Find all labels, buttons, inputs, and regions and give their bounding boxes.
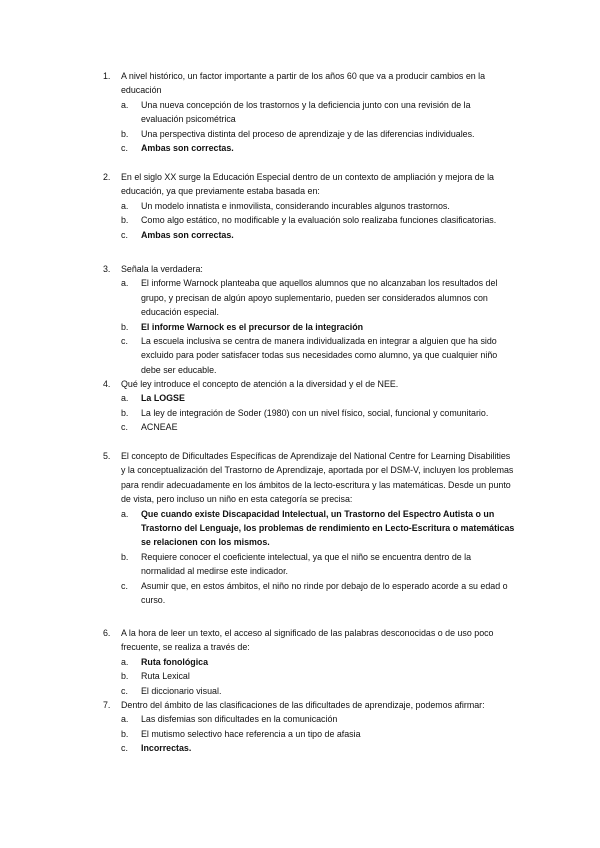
option-text: Como algo estático, no modificable y la evaluación solo realizaba funciones clasificatorias. bbox=[141, 215, 497, 226]
option-b bbox=[121, 406, 515, 420]
option-text: La escuela inclusiva se centra de manera individualizada en integrar a alguien que ha sido excluido para poder satisfacer todas sus necesidades como alumno, ya que cualquier niño debe ser educable. bbox=[141, 336, 498, 375]
option-a bbox=[121, 712, 515, 726]
option-text: El informe Warnock es el precursor de la integración bbox=[141, 321, 364, 332]
option-a bbox=[121, 98, 515, 127]
option-a-correct bbox=[121, 391, 515, 405]
option-text: El mutismo selectivo hace referencia a un tipo de afasia bbox=[141, 728, 361, 739]
question-text: El concepto de Dificultades Específicas de Aprendizaje del National Centre for Learning Disabilities y la conceptualización del Trastorno de Aprendizaje, aportada por el DSM-V, incluyen los problemas para rendir adecuadamente en los ámbitos de la lecto-escritura y las matemáticas. Desde un punto de vista, pero incluso un niño en esta categoría se precisa: bbox=[121, 451, 514, 505]
option-b-correct bbox=[121, 320, 515, 334]
option-b bbox=[121, 213, 515, 227]
option-text: El informe Warnock planteaba que aquellos alumnos que no alcanzaban los resultados del grupo, y precisan de algún apoyo suplementario, pueden ser considerados alumnos con educación especial. bbox=[141, 278, 498, 318]
option-text: Las disfemias son dificultades en la comunicación bbox=[141, 714, 338, 725]
question-4 bbox=[103, 377, 515, 435]
option-c-correct bbox=[121, 228, 515, 242]
option-b bbox=[121, 727, 515, 741]
option-letter: b. bbox=[121, 215, 129, 226]
option-letter: b. bbox=[121, 407, 129, 418]
question-1 bbox=[103, 69, 515, 155]
option-c bbox=[121, 579, 515, 608]
option-letter: a. bbox=[121, 714, 129, 725]
question-number: 1. bbox=[103, 71, 111, 81]
option-text: Ambas son correctas. bbox=[141, 229, 234, 240]
question-number: 6. bbox=[103, 628, 111, 638]
option-a bbox=[121, 199, 515, 213]
option-text: ACNEAE bbox=[141, 422, 178, 433]
option-b bbox=[121, 127, 515, 141]
option-text: Que cuando existe Discapacidad Intelectual, un Trastorno del Espectro Autista o un Trastorno del Lenguaje, los problemas de rendimiento en Lecto-Escritura o matemáticas se relacionen con los mismos. bbox=[141, 508, 515, 548]
question-text: A nivel histórico, un factor importante a partir de los años 60 que va a producir cambios en la educación bbox=[121, 71, 486, 96]
option-text: Un modelo innatista e inmovilista, considerando incurables algunos trastornos. bbox=[141, 200, 450, 211]
option-b bbox=[121, 550, 515, 579]
option-text: Una nueva concepción de los trastornos y la deficiencia junto con una revisión de la evaluación psicométrica bbox=[141, 99, 471, 125]
option-letter: a. bbox=[121, 393, 129, 404]
option-a-correct bbox=[121, 507, 515, 550]
option-letter: c. bbox=[121, 229, 128, 240]
question-6 bbox=[103, 626, 515, 698]
option-letter: b. bbox=[121, 671, 129, 682]
option-text: Ruta Lexical bbox=[141, 671, 190, 682]
option-text: Una perspectiva distinta del proceso de aprendizaje y de las diferencias individuales. bbox=[141, 128, 475, 139]
option-c-correct bbox=[121, 741, 515, 755]
question-number: 5. bbox=[103, 451, 111, 461]
question-2 bbox=[103, 170, 515, 242]
question-5 bbox=[103, 449, 515, 607]
question-text: Qué ley introduce el concepto de atención a la diversidad y el de NEE. bbox=[121, 379, 399, 389]
option-letter: c. bbox=[121, 336, 128, 347]
option-a-correct bbox=[121, 655, 515, 669]
option-text: Requiere conocer el coeficiente intelectual, ya que el niño se encuentra dentro de la normalidad al medirse este indicador. bbox=[141, 551, 472, 577]
question-number: 2. bbox=[103, 172, 111, 182]
question-number: 7. bbox=[103, 700, 111, 710]
option-c bbox=[121, 420, 515, 434]
option-text: Ambas son correctas. bbox=[141, 143, 234, 154]
option-text: La LOGSE bbox=[141, 393, 185, 404]
option-letter: c. bbox=[121, 580, 128, 591]
option-letter: b. bbox=[121, 728, 129, 739]
question-7 bbox=[103, 698, 515, 756]
option-b bbox=[121, 669, 515, 683]
option-letter: a. bbox=[121, 508, 129, 519]
option-text: Asumir que, en estos ámbitos, el niño no rinde por debajo de lo esperado acorde a su edad o curso. bbox=[141, 580, 508, 606]
option-letter: c. bbox=[121, 685, 128, 696]
question-text: En el siglo XX surge la Educación Especial dentro de un contexto de ampliación y mejora de la educación, ya que previamente estaba basada en: bbox=[121, 172, 494, 197]
question-number: 3. bbox=[103, 264, 111, 274]
option-letter: a. bbox=[121, 99, 129, 110]
question-text: Dentro del ámbito de las clasificaciones de las dificultades de aprendizaje, podemos afirmar: bbox=[121, 700, 485, 710]
option-letter: a. bbox=[121, 200, 129, 211]
option-text: El diccionario visual. bbox=[141, 685, 222, 696]
question-3 bbox=[103, 262, 515, 377]
question-text: Señala la verdadera: bbox=[121, 264, 203, 274]
option-letter: c. bbox=[121, 422, 128, 433]
option-text: Ruta fonológica bbox=[141, 656, 209, 667]
question-text: A la hora de leer un texto, el acceso al significado de las palabras desconocidas o de uso poco frecuente, se realiza a través de: bbox=[121, 628, 494, 653]
option-letter: b. bbox=[121, 551, 129, 562]
question-number: 4. bbox=[103, 379, 111, 389]
option-c-correct bbox=[121, 141, 515, 155]
option-letter: a. bbox=[121, 278, 129, 289]
option-letter: c. bbox=[121, 743, 128, 754]
option-letter: b. bbox=[121, 321, 129, 332]
option-text: La ley de integración de Soder (1980) con un nivel físico, social, funcional y comunitario. bbox=[141, 407, 489, 418]
option-c bbox=[121, 684, 515, 698]
option-letter: b. bbox=[121, 128, 129, 139]
option-a bbox=[121, 276, 515, 319]
option-c bbox=[121, 334, 515, 377]
option-letter: a. bbox=[121, 656, 129, 667]
option-text: Incorrectas. bbox=[141, 743, 192, 754]
option-letter: c. bbox=[121, 143, 128, 154]
